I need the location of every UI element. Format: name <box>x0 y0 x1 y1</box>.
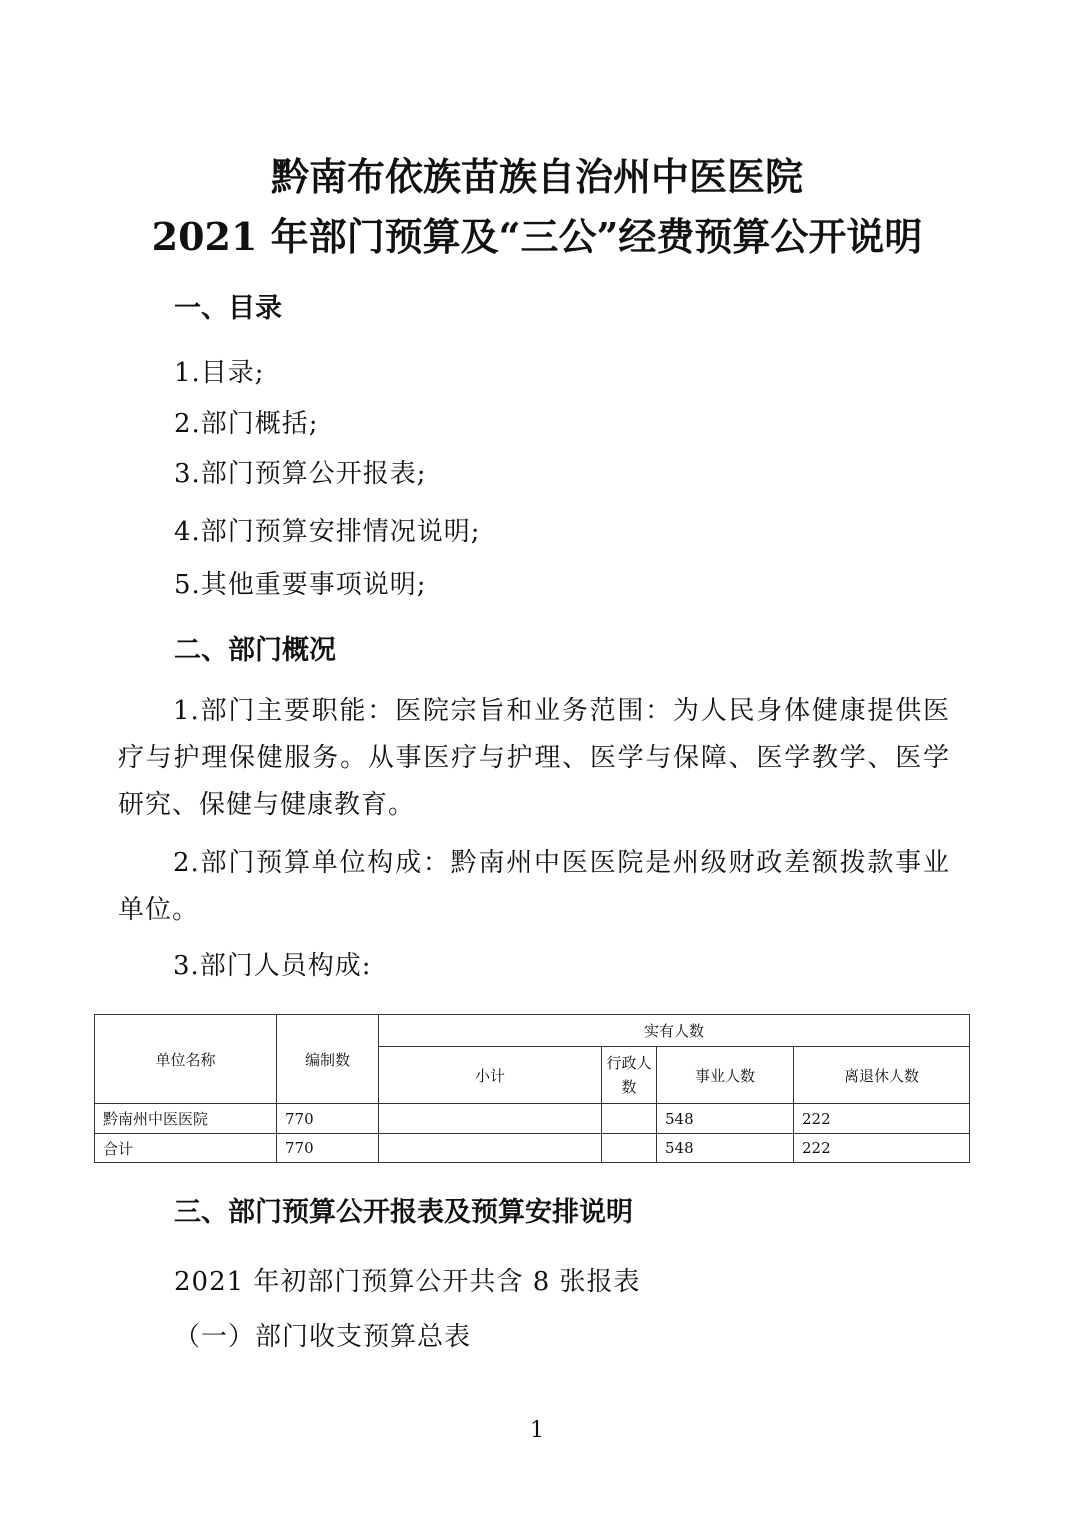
section3-heading: 三、部门预算公开报表及预算安排说明 <box>174 1197 633 1228</box>
toc-item: 4.部门预算安排情况说明; <box>174 517 481 547</box>
cell-career: 548 <box>657 1134 794 1163</box>
header-career-count: 事业人数 <box>657 1047 794 1104</box>
cell-unit-name: 合计 <box>95 1134 277 1163</box>
page-number: 1 <box>530 1418 544 1443</box>
duty-paragraph: 1.部门主要职能：医院宗旨和业务范围：为人民身体健康提供医疗与护理保健服务。从事医疗与护理、医学与保障、医学教学、医学研究、保健与健康教育。 <box>118 696 950 820</box>
toc-item: 3.部门预算公开报表; <box>174 459 427 489</box>
table-row <box>95 1134 970 1163</box>
section1-heading: 一、目录 <box>174 293 282 324</box>
cell-admin <box>602 1134 657 1163</box>
cell-career: 548 <box>657 1104 794 1134</box>
header-unit-name: 单位名称 <box>95 1015 277 1104</box>
subsection-heading: （一）部门收支预算总表 <box>174 1322 472 1352</box>
cell-unit-name: 黔南州中医医院 <box>95 1104 277 1134</box>
section2-heading: 二、部门概况 <box>174 635 336 666</box>
header-establishment: 编制数 <box>277 1015 379 1104</box>
document-title-line2: 2021 年部门预算及“三公”经费预算公开说明 <box>151 214 923 259</box>
header-actual-count: 实有人数 <box>379 1015 970 1047</box>
toc-item: 5.其他重要事项说明; <box>174 570 427 600</box>
staff-table <box>94 1014 970 1163</box>
cell-retired: 222 <box>794 1104 970 1134</box>
toc-item: 1.目录; <box>174 358 265 388</box>
reports-intro: 2021 年初部门预算公开共含 8 张报表 <box>174 1267 641 1297</box>
header-admin-count: 行政人数 <box>602 1047 657 1104</box>
document-title-line1: 黔南布依族苗族自治州中医医院 <box>270 154 803 199</box>
cell-retired: 222 <box>794 1134 970 1163</box>
table-row <box>95 1104 970 1134</box>
toc-item: 2.部门概括; <box>174 409 319 439</box>
cell-subtotal <box>379 1134 602 1163</box>
header-subtotal: 小计 <box>379 1047 602 1104</box>
header-retired-count: 离退休人数 <box>794 1047 970 1104</box>
cell-establishment: 770 <box>277 1134 379 1163</box>
cell-establishment: 770 <box>277 1104 379 1134</box>
staff-composition-label: 3.部门人员构成: <box>173 951 372 981</box>
unit-composition-paragraph: 2.部门预算单位构成：黔南州中医医院是州级财政差额拨款事业单位。 <box>118 848 950 925</box>
cell-admin <box>602 1104 657 1134</box>
cell-subtotal <box>379 1104 602 1134</box>
